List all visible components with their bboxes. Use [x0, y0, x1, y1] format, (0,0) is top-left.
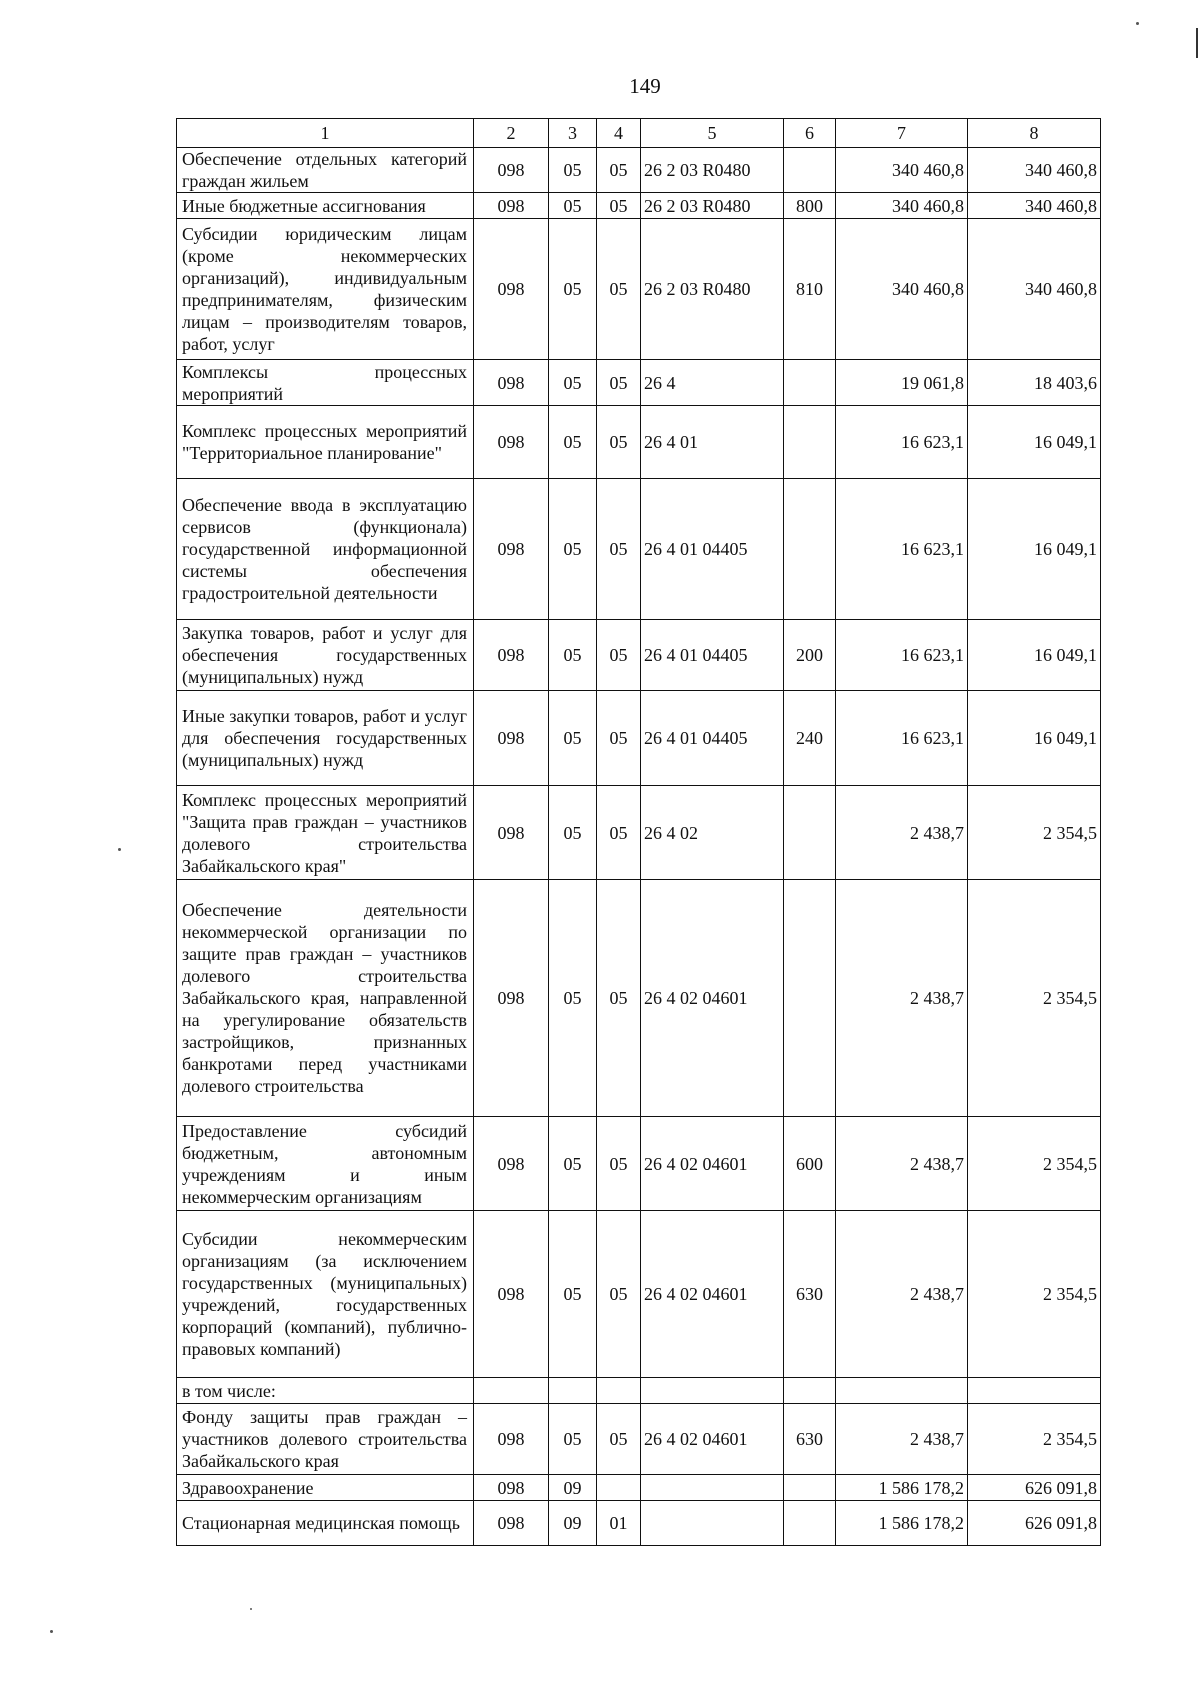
cell-admin-code: 098 [474, 148, 549, 193]
cell-section: 09 [549, 1501, 597, 1546]
cell-subsection: 05 [597, 691, 641, 786]
cell-admin-code: 098 [474, 1211, 549, 1378]
cell-amount-col7: 2 438,7 [836, 1117, 968, 1211]
cell-target-article [641, 1475, 784, 1501]
cell-amount-col7: 16 623,1 [836, 479, 968, 620]
cell-section: 05 [549, 479, 597, 620]
cell-amount-col7: 19 061,8 [836, 360, 968, 406]
cell-admin-code: 098 [474, 193, 549, 219]
cell-target-article: 26 2 03 R0480 [641, 219, 784, 360]
column-header: 4 [597, 119, 641, 148]
cell-amount-col7: 16 623,1 [836, 406, 968, 479]
cell-admin-code: 098 [474, 360, 549, 406]
row-name: Комплекс процессных мероприятий "Территориальное планирование" [177, 406, 474, 479]
cell-expense-type: 600 [784, 1117, 836, 1211]
scan-edge-mark [1196, 28, 1198, 58]
cell-subsection: 05 [597, 1404, 641, 1475]
table-row [177, 786, 1101, 880]
cell-subsection: 05 [597, 219, 641, 360]
cell-amount-col8: 626 091,8 [968, 1475, 1101, 1501]
table-row [177, 1501, 1101, 1546]
cell-target-article: 26 2 03 R0480 [641, 148, 784, 193]
cell-expense-type [784, 360, 836, 406]
cell-amount-col8: 2 354,5 [968, 786, 1101, 880]
column-header: 3 [549, 119, 597, 148]
header-row [177, 119, 1101, 148]
cell-amount-col8: 340 460,8 [968, 148, 1101, 193]
table-row [177, 406, 1101, 479]
cell-amount-col7: 1 586 178,2 [836, 1501, 968, 1546]
cell-subsection: 05 [597, 880, 641, 1117]
cell-amount-col7: 340 460,8 [836, 148, 968, 193]
cell-subsection [597, 1475, 641, 1501]
cell-expense-type [784, 786, 836, 880]
cell-amount-col7: 2 438,7 [836, 1211, 968, 1378]
cell-expense-type: 630 [784, 1404, 836, 1475]
cell-amount-col8: 340 460,8 [968, 193, 1101, 219]
row-name: Стационарная медицинская помощь [177, 1501, 474, 1546]
cell-section: 05 [549, 360, 597, 406]
row-name: Иные бюджетные ассигнования [177, 193, 474, 219]
cell-target-article: 26 4 02 04601 [641, 1211, 784, 1378]
cell-expense-type [784, 880, 836, 1117]
scan-speck [250, 1608, 252, 1610]
table-row [177, 1211, 1101, 1378]
scan-speck [50, 1630, 53, 1633]
cell-subsection: 05 [597, 786, 641, 880]
cell-expense-type: 630 [784, 1211, 836, 1378]
table-row [177, 620, 1101, 691]
cell-subsection: 01 [597, 1501, 641, 1546]
cell-subsection: 05 [597, 620, 641, 691]
cell-amount-col8: 2 354,5 [968, 1211, 1101, 1378]
row-name: в том числе: [177, 1378, 474, 1404]
cell-target-article: 26 2 03 R0480 [641, 193, 784, 219]
table-row [177, 479, 1101, 620]
cell-expense-type [784, 479, 836, 620]
table-row [177, 219, 1101, 360]
cell-admin-code: 098 [474, 691, 549, 786]
table-row [177, 1378, 1101, 1404]
cell-amount-col8: 340 460,8 [968, 219, 1101, 360]
row-name: Обеспечение отдельных категорий граждан жильем [177, 148, 474, 193]
row-name: Предоставление субсидий бюджетным, автономным учреждениям и иным некоммерческим организациям [177, 1117, 474, 1211]
table-row [177, 1117, 1101, 1211]
cell-target-article [641, 1378, 784, 1404]
column-header: 2 [474, 119, 549, 148]
cell-expense-type: 800 [784, 193, 836, 219]
cell-section: 05 [549, 406, 597, 479]
cell-amount-col7 [836, 1378, 968, 1404]
cell-section: 05 [549, 620, 597, 691]
cell-expense-type: 200 [784, 620, 836, 691]
cell-section [549, 1378, 597, 1404]
cell-admin-code: 098 [474, 219, 549, 360]
cell-amount-col7: 340 460,8 [836, 193, 968, 219]
cell-admin-code: 098 [474, 620, 549, 691]
table-row [177, 1404, 1101, 1475]
row-name: Субсидии юридическим лицам (кроме некоммерческих организаций), индивидуальным предпринимателям, физическим лицам – производителям товаров, работ, услуг [177, 219, 474, 360]
cell-amount-col8: 2 354,5 [968, 880, 1101, 1117]
cell-amount-col7: 16 623,1 [836, 691, 968, 786]
cell-target-article: 26 4 01 04405 [641, 479, 784, 620]
cell-amount-col8: 16 049,1 [968, 406, 1101, 479]
cell-target-article: 26 4 02 04601 [641, 880, 784, 1117]
cell-section: 05 [549, 880, 597, 1117]
column-header: 1 [177, 119, 474, 148]
cell-admin-code: 098 [474, 406, 549, 479]
column-header: 8 [968, 119, 1101, 148]
cell-admin-code: 098 [474, 1117, 549, 1211]
table-row [177, 691, 1101, 786]
cell-section: 09 [549, 1475, 597, 1501]
cell-subsection: 05 [597, 1117, 641, 1211]
cell-admin-code: 098 [474, 1404, 549, 1475]
cell-amount-col8: 18 403,6 [968, 360, 1101, 406]
cell-expense-type: 240 [784, 691, 836, 786]
cell-section: 05 [549, 691, 597, 786]
cell-section: 05 [549, 1404, 597, 1475]
row-name: Комплекс процессных мероприятий "Защита прав граждан – участников долевого строительства Забайкальского края" [177, 786, 474, 880]
cell-target-article: 26 4 02 04601 [641, 1117, 784, 1211]
table-row [177, 880, 1101, 1117]
cell-subsection: 05 [597, 193, 641, 219]
cell-amount-col8: 2 354,5 [968, 1117, 1101, 1211]
cell-subsection: 05 [597, 360, 641, 406]
cell-amount-col8 [968, 1378, 1101, 1404]
cell-amount-col8: 16 049,1 [968, 620, 1101, 691]
page-number: 149 [629, 74, 661, 98]
cell-section: 05 [549, 148, 597, 193]
cell-amount-col7: 16 623,1 [836, 620, 968, 691]
cell-target-article: 26 4 02 04601 [641, 1404, 784, 1475]
scan-speck [118, 848, 121, 851]
cell-subsection: 05 [597, 1211, 641, 1378]
cell-subsection: 05 [597, 479, 641, 620]
cell-amount-col7: 340 460,8 [836, 219, 968, 360]
cell-expense-type [784, 1501, 836, 1546]
cell-expense-type [784, 1475, 836, 1501]
cell-admin-code: 098 [474, 1501, 549, 1546]
row-name: Субсидии некоммерческим организациям (за исключением государственных (муниципальных) учреждений, государственных корпораций (компаний), публично-правовых компаний) [177, 1211, 474, 1378]
cell-target-article [641, 1501, 784, 1546]
cell-amount-col8: 16 049,1 [968, 691, 1101, 786]
row-name: Иные закупки товаров, работ и услуг для обеспечения государственных (муниципальных) нужд [177, 691, 474, 786]
row-name: Здравоохранение [177, 1475, 474, 1501]
cell-expense-type [784, 1378, 836, 1404]
row-name: Обеспечение деятельности некоммерческой организации по защите прав граждан – участников долевого строительства Забайкальского края, направленной на урегулирование обязательств застройщиков, признанных банкротами перед участниками долевого строительства [177, 880, 474, 1117]
cell-admin-code: 098 [474, 880, 549, 1117]
cell-expense-type [784, 406, 836, 479]
cell-section: 05 [549, 219, 597, 360]
cell-amount-col8: 16 049,1 [968, 479, 1101, 620]
cell-target-article: 26 4 [641, 360, 784, 406]
table-row [177, 148, 1101, 193]
cell-admin-code: 098 [474, 479, 549, 620]
cell-subsection: 05 [597, 406, 641, 479]
cell-admin-code: 098 [474, 1475, 549, 1501]
table-row [177, 193, 1101, 219]
cell-section: 05 [549, 786, 597, 880]
row-name: Фонду защиты прав граждан – участников долевого строительства Забайкальского края [177, 1404, 474, 1475]
cell-subsection [597, 1378, 641, 1404]
cell-expense-type [784, 148, 836, 193]
column-header: 6 [784, 119, 836, 148]
cell-amount-col7: 1 586 178,2 [836, 1475, 968, 1501]
cell-amount-col7: 2 438,7 [836, 1404, 968, 1475]
cell-target-article: 26 4 02 [641, 786, 784, 880]
cell-section: 05 [549, 1117, 597, 1211]
table-row [177, 1475, 1101, 1501]
budget-table [176, 118, 1101, 1546]
cell-amount-col8: 2 354,5 [968, 1404, 1101, 1475]
cell-amount-col8: 626 091,8 [968, 1501, 1101, 1546]
column-header: 5 [641, 119, 784, 148]
row-name: Закупка товаров, работ и услуг для обеспечения государственных (муниципальных) нужд [177, 620, 474, 691]
cell-subsection: 05 [597, 148, 641, 193]
cell-target-article: 26 4 01 04405 [641, 691, 784, 786]
column-header: 7 [836, 119, 968, 148]
cell-section: 05 [549, 1211, 597, 1378]
cell-target-article: 26 4 01 04405 [641, 620, 784, 691]
cell-admin-code [474, 1378, 549, 1404]
row-name: Обеспечение ввода в эксплуатацию сервисов (функционала) государственной информационной системы обеспечения градостроительной деятельности [177, 479, 474, 620]
row-name: Комплексы процессных мероприятий [177, 360, 474, 406]
table-row [177, 360, 1101, 406]
cell-target-article: 26 4 01 [641, 406, 784, 479]
cell-section: 05 [549, 193, 597, 219]
scan-speck [1136, 22, 1139, 25]
cell-amount-col7: 2 438,7 [836, 786, 968, 880]
cell-admin-code: 098 [474, 786, 549, 880]
cell-expense-type: 810 [784, 219, 836, 360]
cell-amount-col7: 2 438,7 [836, 880, 968, 1117]
